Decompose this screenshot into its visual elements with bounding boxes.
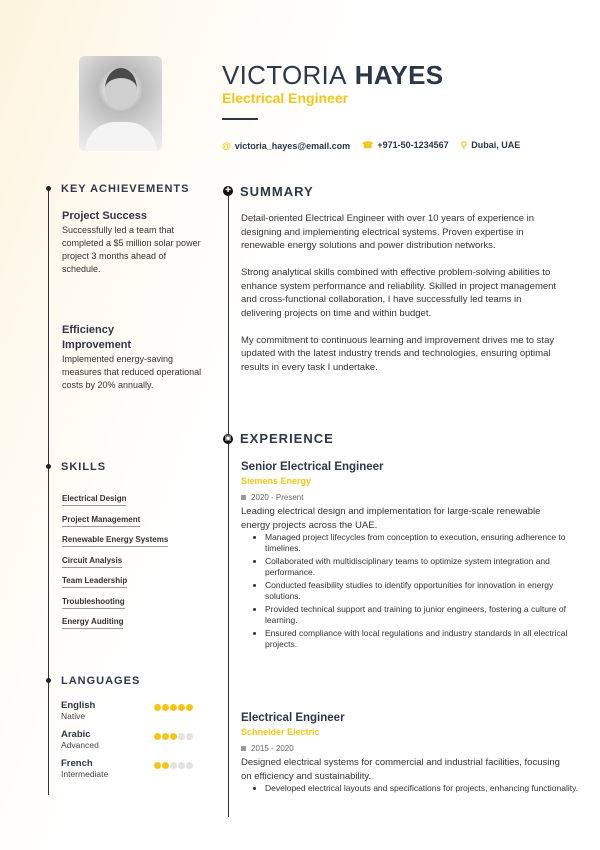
job-title: Electrical Engineer (222, 90, 349, 106)
calendar-icon (241, 746, 246, 751)
skill-item (62, 488, 168, 509)
language-item (61, 700, 193, 729)
dates-text: 2015 - 2020 (251, 744, 294, 753)
rating-dot (154, 704, 161, 711)
timeline-line (48, 188, 49, 795)
language-name: Arabic (61, 729, 91, 740)
achievement-desc: Successfully led a team that completed a $5 million solar power project 3 months ahead of schedule. (62, 225, 201, 274)
summary-heading: SUMMARY (240, 184, 314, 199)
timeline-dot (46, 186, 51, 191)
skill-label: Troubleshooting (62, 597, 125, 609)
skill-item (62, 570, 168, 591)
job-title: Senior Electrical Engineer (241, 461, 384, 473)
job-description: Designed electrical systems for commercial and industrial facilities, focusing on efficiency and sustainability. (241, 757, 560, 782)
language-rating (154, 762, 193, 769)
summary-paragraph: My commitment to continuous learning and improvement drives me to stay updated with the latest industry trends and technologies, ensuring optimal results in every task I undertake. (241, 334, 555, 373)
rating-dot (178, 762, 185, 769)
language-level: Native (61, 711, 86, 721)
job-bullets (241, 783, 581, 794)
achievements-heading: KEY ACHIEVEMENTS (61, 183, 190, 195)
skill-item (62, 611, 168, 632)
rating-dot (170, 762, 177, 769)
bullet-item: • Managed project lifecycles from conception to execution, ensuring adherence to timelines. (265, 532, 581, 553)
skill-label: Circuit Analysis (62, 556, 122, 568)
rating-dot (154, 733, 161, 740)
job-bullets (241, 532, 581, 649)
company-name: Siemens Energy (241, 476, 312, 486)
skill-item (62, 529, 168, 550)
rating-dot (186, 762, 193, 769)
skill-item (62, 550, 168, 571)
location-icon: ⚲ (460, 140, 468, 150)
skill-label: Project Management (62, 515, 140, 527)
at-icon: @ (222, 140, 231, 151)
languages-heading: LANGUAGES (61, 675, 141, 687)
summary-icon: ✚ (223, 186, 233, 196)
briefcase-icon: ▣ (224, 435, 232, 442)
languages-list (61, 700, 193, 787)
rating-dot (178, 704, 185, 711)
achievement-title: Efficiency Improvement (62, 324, 132, 351)
skill-label: Team Leadership (62, 576, 127, 588)
phone-icon: ☎ (362, 140, 374, 150)
language-rating (154, 704, 193, 711)
location: Dubai, UAE (471, 140, 521, 150)
achievement-desc: Implemented energy-saving measures that reduced operational costs by 20% annually. (62, 354, 202, 390)
rating-dot (162, 704, 169, 711)
rating-dot (170, 704, 177, 711)
bullet-item: • Ensured compliance with local regulations and industry standards in all electrical projects. (265, 628, 581, 649)
language-item (61, 729, 193, 758)
bullet-item: • Collaborated with multidisciplinary teams to optimize system integration and performance. (265, 556, 581, 577)
rating-dot (162, 733, 169, 740)
company-name: Schneider Electric (241, 727, 320, 737)
timeline-dot (46, 678, 51, 683)
calendar-icon (241, 495, 246, 500)
rating-dot (170, 733, 177, 740)
skill-label: Renewable Energy Systems (62, 535, 168, 547)
experience-heading: EXPERIENCE (240, 431, 334, 446)
job-description: Leading electrical design and implementation for large-scale renewable energy projects across the UAE. (241, 506, 541, 531)
job-dates (241, 744, 581, 753)
achievement-item (62, 323, 202, 392)
language-level: Advanced (61, 740, 99, 750)
job-title: Electrical Engineer (241, 712, 345, 724)
rating-dot (154, 762, 161, 769)
phone[interactable]: +971-50-1234567 (377, 140, 449, 150)
divider (222, 118, 258, 120)
avatar (79, 56, 162, 151)
language-name: English (61, 700, 96, 711)
rating-dot (186, 704, 193, 711)
language-rating (154, 733, 193, 740)
rating-dot (178, 733, 185, 740)
achievement-item (62, 209, 202, 276)
summary-text (241, 212, 561, 374)
bullet-item: • Provided technical support and training to junior engineers, fostering a culture of learning. (265, 604, 581, 625)
language-name: French (61, 758, 93, 769)
job-entry (241, 712, 581, 797)
skills-list (62, 488, 168, 632)
job-dates (241, 493, 581, 502)
rating-dot (162, 762, 169, 769)
skill-label: Energy Auditing (62, 617, 123, 629)
skill-label: Electrical Design (62, 494, 126, 506)
rating-dot (186, 733, 193, 740)
candidate-name: VICTORIA HAYES (222, 60, 444, 90)
timeline-dot (46, 464, 51, 469)
job-entry (241, 461, 581, 652)
bullet-item: • Developed electrical layouts and specifications for projects, enhancing functionality. (265, 783, 581, 794)
email[interactable]: victoria_hayes@email.com (234, 140, 351, 151)
summary-paragraph: Strong analytical skills combined with effective problem-solving abilities to enhance system performance and reliability. Skilled in project management and cross-functional collaboration, I have successfully led teams in delivering projects on time and within budget. (241, 267, 557, 319)
skill-item (62, 509, 168, 530)
skills-heading: SKILLS (61, 461, 107, 473)
skill-item (62, 591, 168, 612)
timeline-line (228, 192, 229, 817)
contact-info (222, 140, 520, 151)
summary-paragraph: Detail-oriented Electrical Engineer with over 10 years of experience in designing and implementing electrical systems. Proven expertise in renewable energy solutions and power distribution networks. (241, 213, 535, 251)
bullet-item: • Conducted feasibility studies to identify opportunities for innovation in energy solutions. (265, 580, 581, 601)
language-item (61, 758, 193, 787)
dates-text: 2020 - Present (251, 493, 304, 502)
achievement-title: Project Success (62, 210, 147, 222)
language-level: Intermediate (61, 769, 109, 779)
